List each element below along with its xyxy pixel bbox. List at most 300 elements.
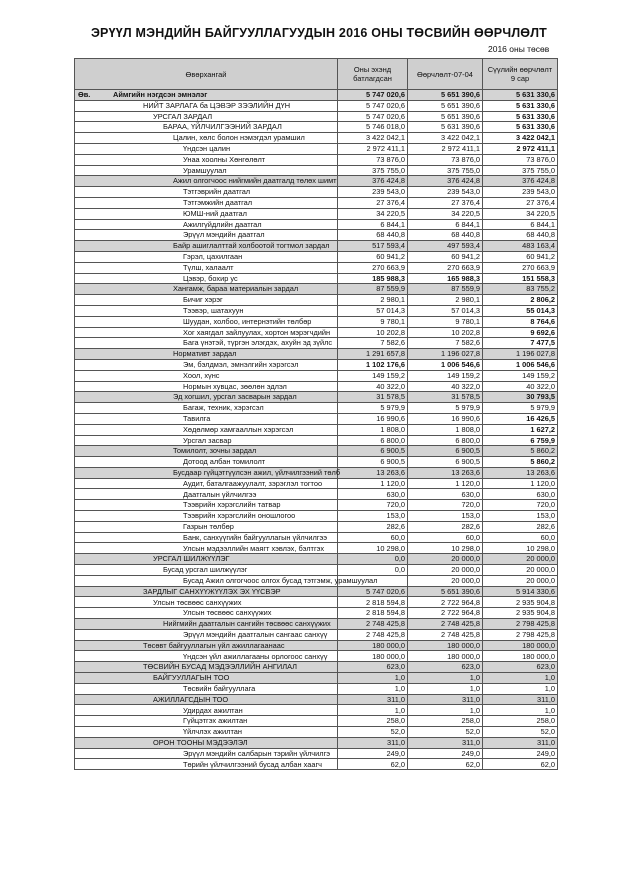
value-approved: 5 747 020,6: [338, 111, 408, 122]
row-label-text: Эм, бэлдмэл, эмнэлгийн хэрэгсэл: [183, 360, 299, 370]
row-label: [75, 759, 338, 770]
value-approved: 1,0: [338, 705, 408, 716]
table-row: [75, 100, 558, 111]
value-change-07-04: 9 780,1: [408, 316, 483, 327]
value-change-07-04: 6 900,5: [408, 446, 483, 457]
row-label: [75, 154, 338, 165]
value-change-07-04: 5 631 390,6: [408, 122, 483, 133]
value-approved: 1 102 176,6: [338, 359, 408, 370]
row-label-text: Багаж, техник, хэрэгсэл: [183, 403, 264, 413]
value-change-07-04: 13 263,6: [408, 467, 483, 478]
table-row: [75, 197, 558, 208]
row-label: [75, 489, 338, 500]
value-change-07-04: 87 559,9: [408, 284, 483, 295]
row-label-text: Даатгалын үйлчилгээ: [183, 489, 257, 499]
row-label-text: Урсгал засвар: [183, 435, 232, 445]
value-change-07-04: 258,0: [408, 716, 483, 727]
value-last-change: 483 163,4: [483, 241, 558, 252]
table-row: [75, 208, 558, 219]
table-row: [75, 187, 558, 198]
value-change-07-04: 311,0: [408, 737, 483, 748]
row-label: [75, 338, 338, 349]
table-row: [75, 640, 558, 651]
table-row: [75, 327, 558, 338]
row-label-text: Хог хаягдал зайлуулах, хортон мэрэгчдийн: [183, 327, 331, 337]
value-approved: 16 990,6: [338, 413, 408, 424]
row-label: [75, 478, 338, 489]
row-label: [75, 608, 338, 619]
table-row: [75, 597, 558, 608]
row-label: [75, 327, 338, 338]
table-row: [75, 532, 558, 543]
table-row: [75, 608, 558, 619]
value-change-07-04: 239 543,0: [408, 187, 483, 198]
table-row: [75, 500, 558, 511]
value-approved: 87 559,9: [338, 284, 408, 295]
value-change-07-04: 5 651 390,6: [408, 100, 483, 111]
table-row: [75, 111, 558, 122]
row-label: [75, 251, 338, 262]
value-change-07-04: 2 748 425,8: [408, 619, 483, 630]
row-label-text: Бусад Ажил олгогчоос олгох бусад тэтгэмж, урамшуулал: [183, 575, 378, 585]
value-last-change: 5 914 330,6: [483, 586, 558, 597]
table-row: [75, 575, 558, 586]
row-label-text: Нийгмийн даатгалын сангийн төсвөөс санхүүжих: [163, 619, 331, 629]
value-last-change: 630,0: [483, 489, 558, 500]
value-change-07-04: 27 376,4: [408, 197, 483, 208]
value-approved: 13 263,6: [338, 467, 408, 478]
value-last-change: 20 000,0: [483, 575, 558, 586]
row-label-text: Эд хогшил, урсгал засварын зардал: [173, 392, 297, 402]
value-last-change: 8 764,6: [483, 316, 558, 327]
row-label-text: Улсын төсвөөс санхүүжих: [153, 597, 242, 607]
value-change-07-04: 6 900,5: [408, 457, 483, 468]
table-row: [75, 478, 558, 489]
value-change-07-04: 34 220,5: [408, 208, 483, 219]
row-label-text: Улсын мэдээллийн маягт хэвлэх, бэлтгэх: [183, 543, 325, 553]
table-row: [75, 629, 558, 640]
value-last-change: 5 631 330,6: [483, 100, 558, 111]
row-label: [75, 100, 338, 111]
value-last-change: 720,0: [483, 500, 558, 511]
value-change-07-04: 2 748 425,8: [408, 629, 483, 640]
row-label-text: Удирдах ажилтан: [183, 705, 243, 715]
value-approved: 2 818 594,8: [338, 597, 408, 608]
value-change-07-04: 1,0: [408, 673, 483, 684]
value-approved: 10 298,0: [338, 543, 408, 554]
table-row: [75, 683, 558, 694]
value-approved: 270 663,9: [338, 262, 408, 273]
value-last-change: 180 000,0: [483, 640, 558, 651]
value-last-change: 16 426,5: [483, 413, 558, 424]
row-label: [75, 683, 338, 694]
value-change-07-04: 6 844,1: [408, 219, 483, 230]
value-approved: 40 322,0: [338, 381, 408, 392]
value-last-change: 3 422 042,1: [483, 133, 558, 144]
row-label: [75, 446, 338, 457]
row-label-text: Тээврийн хэрэгслийн оношлогоо: [183, 511, 296, 521]
value-change-07-04: 40 322,0: [408, 381, 483, 392]
table-row: [75, 165, 558, 176]
row-label: [75, 219, 338, 230]
value-change-07-04: 20 000,0: [408, 554, 483, 565]
row-label: [75, 403, 338, 414]
value-approved: 1 291 657,8: [338, 349, 408, 360]
table-row: [75, 262, 558, 273]
value-approved: 27 376,4: [338, 197, 408, 208]
value-last-change: 180 000,0: [483, 651, 558, 662]
value-approved: 9 780,1: [338, 316, 408, 327]
row-label-text: Тавилга: [183, 414, 211, 423]
row-label: [75, 111, 338, 122]
row-label: [75, 457, 338, 468]
value-last-change: 5 979,9: [483, 403, 558, 414]
value-approved: 5 747 020,6: [338, 90, 408, 101]
table-row: [75, 705, 558, 716]
row-label-text: НИЙТ ЗАРЛАГА ба ЦЭВЭР ЗЭЭЛИЙН ДҮН: [143, 100, 291, 110]
value-last-change: 6 759,9: [483, 435, 558, 446]
row-label: [75, 737, 338, 748]
value-approved: 720,0: [338, 500, 408, 511]
row-label-text: Гүйцэтгэх ажилтан: [183, 716, 248, 726]
value-approved: 311,0: [338, 694, 408, 705]
value-change-07-04: 180 000,0: [408, 640, 483, 651]
table-row: [75, 305, 558, 316]
value-approved: 6 900,5: [338, 446, 408, 457]
value-last-change: 5 860,2: [483, 457, 558, 468]
row-label-text: Цалин, хөлс болон нэмэгдэл урамшил: [173, 133, 305, 143]
row-label-text: Бусад урсгал шилжүүлэг: [163, 565, 248, 575]
table-row: [75, 554, 558, 565]
row-label-text: Эрүүл мэндийн даатгалын сангаас санхүү: [183, 629, 328, 639]
table-row: [75, 424, 558, 435]
row-label-text: Тээвэр, шатахуун: [183, 306, 244, 316]
value-approved: 1,0: [338, 683, 408, 694]
value-last-change: 1,0: [483, 673, 558, 684]
row-label: [75, 565, 338, 576]
table-row: [75, 122, 558, 133]
value-change-07-04: 52,0: [408, 727, 483, 738]
page-title: ЭРҮҮЛ МЭНДИЙН БАЙГУУЛЛАГУУДЫН 2016 ОНЫ ТӨСВИЙН ӨӨРЧЛӨЛТ: [90, 26, 548, 40]
value-last-change: 60,0: [483, 532, 558, 543]
value-last-change: 2 935 904,8: [483, 597, 558, 608]
header-last-change: Сүүлийн өөрчлөлт 9 сар: [483, 59, 558, 90]
value-last-change: 34 220,5: [483, 208, 558, 219]
row-label: [75, 133, 338, 144]
value-approved: 239 543,0: [338, 187, 408, 198]
value-change-07-04: 73 876,0: [408, 154, 483, 165]
row-label: [75, 165, 338, 176]
row-label: [75, 651, 338, 662]
value-approved: 60 941,2: [338, 251, 408, 262]
table-row: [75, 586, 558, 597]
row-label-text: Үндсэн цалин: [183, 144, 231, 154]
value-change-07-04: 1,0: [408, 705, 483, 716]
value-approved: 62,0: [338, 759, 408, 770]
value-change-07-04: 249,0: [408, 748, 483, 759]
header-change-07-04: Өөрчлөлт-07-04: [408, 59, 483, 90]
row-label-text: Ажилгүйдлийн даатгал: [183, 219, 262, 229]
value-approved: 1 120,0: [338, 478, 408, 489]
row-label: [75, 629, 338, 640]
value-last-change: 68 440,8: [483, 230, 558, 241]
value-last-change: 5 631 330,6: [483, 90, 558, 101]
row-label: [75, 208, 338, 219]
table-row: [75, 349, 558, 360]
value-last-change: 311,0: [483, 737, 558, 748]
budget-year-label: 2016 оны төсөв: [488, 44, 550, 54]
value-approved: 2 980,1: [338, 295, 408, 306]
value-change-07-04: 623,0: [408, 662, 483, 673]
value-approved: 376 424,8: [338, 176, 408, 187]
row-label-text: Үйлчлэх ажилтан: [183, 727, 242, 737]
table-row: [75, 284, 558, 295]
value-approved: 6 800,0: [338, 435, 408, 446]
value-change-07-04: 376 424,8: [408, 176, 483, 187]
value-approved: 73 876,0: [338, 154, 408, 165]
value-change-07-04: 10 202,8: [408, 327, 483, 338]
table-row: [75, 446, 558, 457]
table-row: [75, 316, 558, 327]
row-label-text: ЮМШ-ний даатгал: [183, 208, 247, 218]
table-row: [75, 219, 558, 230]
table-row: [75, 359, 558, 370]
value-change-07-04: 3 422 042,1: [408, 133, 483, 144]
value-change-07-04: 2 722 964,8: [408, 608, 483, 619]
row-label-text: Газрын төлбөр: [183, 521, 234, 531]
table-row: [75, 748, 558, 759]
row-label-text: Ажил олгогчоос нийгмийн даатгалд төлөх шимт: [173, 176, 337, 186]
value-last-change: 311,0: [483, 694, 558, 705]
value-change-07-04: 2 980,1: [408, 295, 483, 306]
row-label: [75, 295, 338, 306]
value-change-07-04: 1 196 027,8: [408, 349, 483, 360]
row-label-text: Эрүүл мэндийн даатгал: [183, 230, 265, 240]
table-body: [75, 90, 558, 770]
row-label-text: Гэрэл, цахилгаан: [183, 252, 243, 262]
table-row: [75, 662, 558, 673]
row-label-text: Унаа хоолны Хөнгөлөлт: [183, 154, 266, 164]
table-row: [75, 716, 558, 727]
value-last-change: 7 477,5: [483, 338, 558, 349]
table-row: [75, 489, 558, 500]
value-change-07-04: 62,0: [408, 759, 483, 770]
value-approved: 5 979,9: [338, 403, 408, 414]
value-approved: 3 422 042,1: [338, 133, 408, 144]
row-label-text: Бичиг хэрэг: [183, 295, 223, 305]
value-last-change: 2 972 411,1: [483, 143, 558, 154]
row-label: [75, 230, 338, 241]
value-approved: 282,6: [338, 521, 408, 532]
value-last-change: 83 755,2: [483, 284, 558, 295]
row-label: [75, 284, 338, 295]
table-row: [75, 273, 558, 284]
row-label-text: Тээврийн хэрэгслийн татвар: [183, 500, 281, 510]
value-last-change: 10 298,0: [483, 543, 558, 554]
value-last-change: 5 631 330,6: [483, 122, 558, 133]
row-label-text: Тэтгэврийн даатгал: [183, 187, 251, 197]
value-last-change: 623,0: [483, 662, 558, 673]
row-label-text: Аудит, баталгаажуулалт, зэрэглэл тогтоо: [183, 478, 323, 488]
value-change-07-04: 630,0: [408, 489, 483, 500]
row-label-text: УРСГАЛ ШИЛЖҮҮЛЭГ: [153, 554, 230, 564]
row-label: [75, 241, 338, 252]
table-header-row: [75, 59, 558, 90]
value-change-07-04: 153,0: [408, 511, 483, 522]
value-change-07-04: 375 755,0: [408, 165, 483, 176]
row-label: [75, 597, 338, 608]
table-row: [75, 619, 558, 630]
row-label: [75, 727, 338, 738]
value-last-change: 13 263,6: [483, 467, 558, 478]
value-last-change: 1 627,2: [483, 424, 558, 435]
table-row: [75, 435, 558, 446]
row-label: [75, 543, 338, 554]
table-row: [75, 467, 558, 478]
value-change-07-04: 68 440,8: [408, 230, 483, 241]
row-label-text: Бага үнэтэй, түргэн элэгдэх, ахуйн эд зүйлс: [183, 338, 333, 348]
table-row: [75, 295, 558, 306]
value-last-change: 6 844,1: [483, 219, 558, 230]
value-change-07-04: 720,0: [408, 500, 483, 511]
value-approved: 180 000,0: [338, 651, 408, 662]
value-approved: 10 202,8: [338, 327, 408, 338]
row-label: [75, 500, 338, 511]
row-label: [75, 381, 338, 392]
row-label-text: Цэвэр, бохир ус: [183, 273, 238, 283]
value-last-change: 258,0: [483, 716, 558, 727]
value-change-07-04: 20 000,0: [408, 575, 483, 586]
table-row: [75, 230, 558, 241]
value-change-07-04: 60 941,2: [408, 251, 483, 262]
row-label: [75, 143, 338, 154]
value-last-change: 375 755,0: [483, 165, 558, 176]
value-change-07-04: 6 800,0: [408, 435, 483, 446]
row-label: [75, 392, 338, 403]
value-change-07-04: 282,6: [408, 521, 483, 532]
value-approved: 1,0: [338, 673, 408, 684]
table-row: [75, 176, 558, 187]
row-label-text: УРСГАЛ ЗАРДАЛ: [153, 111, 213, 121]
row-label: [75, 521, 338, 532]
row-label: [75, 467, 341, 478]
table-row: [75, 521, 558, 532]
value-last-change: 2 935 904,8: [483, 608, 558, 619]
value-last-change: 30 793,5: [483, 392, 558, 403]
table-row: [75, 694, 558, 705]
row-label-text: Шуудан, холбоо, интернэтийн төлбөр: [183, 316, 312, 326]
row-label-text: Түлш, халаалт: [183, 262, 234, 272]
table-row: [75, 413, 558, 424]
table-row: [75, 543, 558, 554]
row-label: [75, 370, 338, 381]
row-label: [75, 532, 338, 543]
row-label: [75, 122, 338, 133]
row-label-text: БАЙГУУЛЛАГЫН ТОО: [153, 673, 230, 683]
row-label: [75, 435, 338, 446]
row-label-text: Нормын хувцас, зөөлөн эдлэл: [183, 381, 287, 391]
row-label: [75, 619, 338, 630]
value-approved: 5 747 020,6: [338, 586, 408, 597]
value-change-07-04: 20 000,0: [408, 565, 483, 576]
value-change-07-04: 1 120,0: [408, 478, 483, 489]
row-label: [75, 197, 338, 208]
value-last-change: 1,0: [483, 683, 558, 694]
value-change-07-04: 2 722 964,8: [408, 597, 483, 608]
table-row: [75, 90, 558, 101]
row-label: [75, 716, 338, 727]
value-approved: 52,0: [338, 727, 408, 738]
value-change-07-04: 311,0: [408, 694, 483, 705]
row-label-text: ТӨСВИЙН БУСАД МЭДЭЭЛЛИЙН АНГИЛАЛ: [143, 662, 298, 672]
value-approved: 2 748 425,8: [338, 619, 408, 630]
value-approved: 185 988,3: [338, 273, 408, 284]
row-label-text: Хөдөлмөр хамгааллын хэрэгсэл: [183, 424, 294, 434]
row-label-text: Төсвийн байгууллага: [183, 683, 256, 693]
value-change-07-04: 60,0: [408, 532, 483, 543]
value-last-change: 62,0: [483, 759, 558, 770]
row-label: [75, 694, 338, 705]
table-row: [75, 154, 558, 165]
row-label-text: ОРОН ТООНЫ МЭДЭЭЛЭЛ: [153, 737, 248, 747]
table-row: [75, 370, 558, 381]
table-row: [75, 403, 558, 414]
table-row: [75, 737, 558, 748]
row-label-text: Эрүүл мэндийн салбарын тэрийн үйлчилгэ: [183, 748, 331, 758]
value-approved: 249,0: [338, 748, 408, 759]
row-label: [75, 90, 338, 101]
row-label: [75, 349, 338, 360]
value-last-change: 376 424,8: [483, 176, 558, 187]
value-change-07-04: 149 159,2: [408, 370, 483, 381]
row-label-text: Улсын төсвөөс санхүүжих: [183, 608, 272, 618]
value-change-07-04: 1 006 546,6: [408, 359, 483, 370]
value-last-change: 5 860,2: [483, 446, 558, 457]
row-label: [75, 359, 338, 370]
row-label-text: АЖИЛЛАГСДЫН ТОО: [153, 694, 229, 704]
value-approved: 1 808,0: [338, 424, 408, 435]
value-approved: 375 755,0: [338, 165, 408, 176]
value-last-change: 249,0: [483, 748, 558, 759]
value-change-07-04: 57 014,3: [408, 305, 483, 316]
row-label: [75, 424, 338, 435]
value-last-change: 20 000,0: [483, 554, 558, 565]
value-change-07-04: 5 651 390,6: [408, 111, 483, 122]
value-change-07-04: 31 578,5: [408, 392, 483, 403]
row-label-text: Төсөвт байгууллагын үйл ажиллагаанаас: [143, 640, 285, 650]
table-row: [75, 457, 558, 468]
row-label: [75, 316, 338, 327]
value-last-change: 2 798 425,8: [483, 629, 558, 640]
header-approved: Оны эхэнд батлагдсан: [338, 59, 408, 90]
region-prefix: Өв.: [78, 90, 91, 99]
value-last-change: 27 376,4: [483, 197, 558, 208]
value-approved: 31 578,5: [338, 392, 408, 403]
value-approved: 57 014,3: [338, 305, 408, 316]
table-row: [75, 651, 558, 662]
value-approved: 6 900,5: [338, 457, 408, 468]
row-label: [75, 413, 338, 424]
value-change-07-04: 165 988,3: [408, 273, 483, 284]
row-label: [75, 586, 338, 597]
row-label-text: Төрийн үйлчилгээний бусад албан хаагч: [183, 759, 322, 769]
row-label: [75, 673, 338, 684]
value-approved: 0,0: [338, 565, 408, 576]
table-row: [75, 511, 558, 522]
table-row: [75, 338, 558, 349]
value-last-change: 270 663,9: [483, 262, 558, 273]
value-last-change: 2 798 425,8: [483, 619, 558, 630]
